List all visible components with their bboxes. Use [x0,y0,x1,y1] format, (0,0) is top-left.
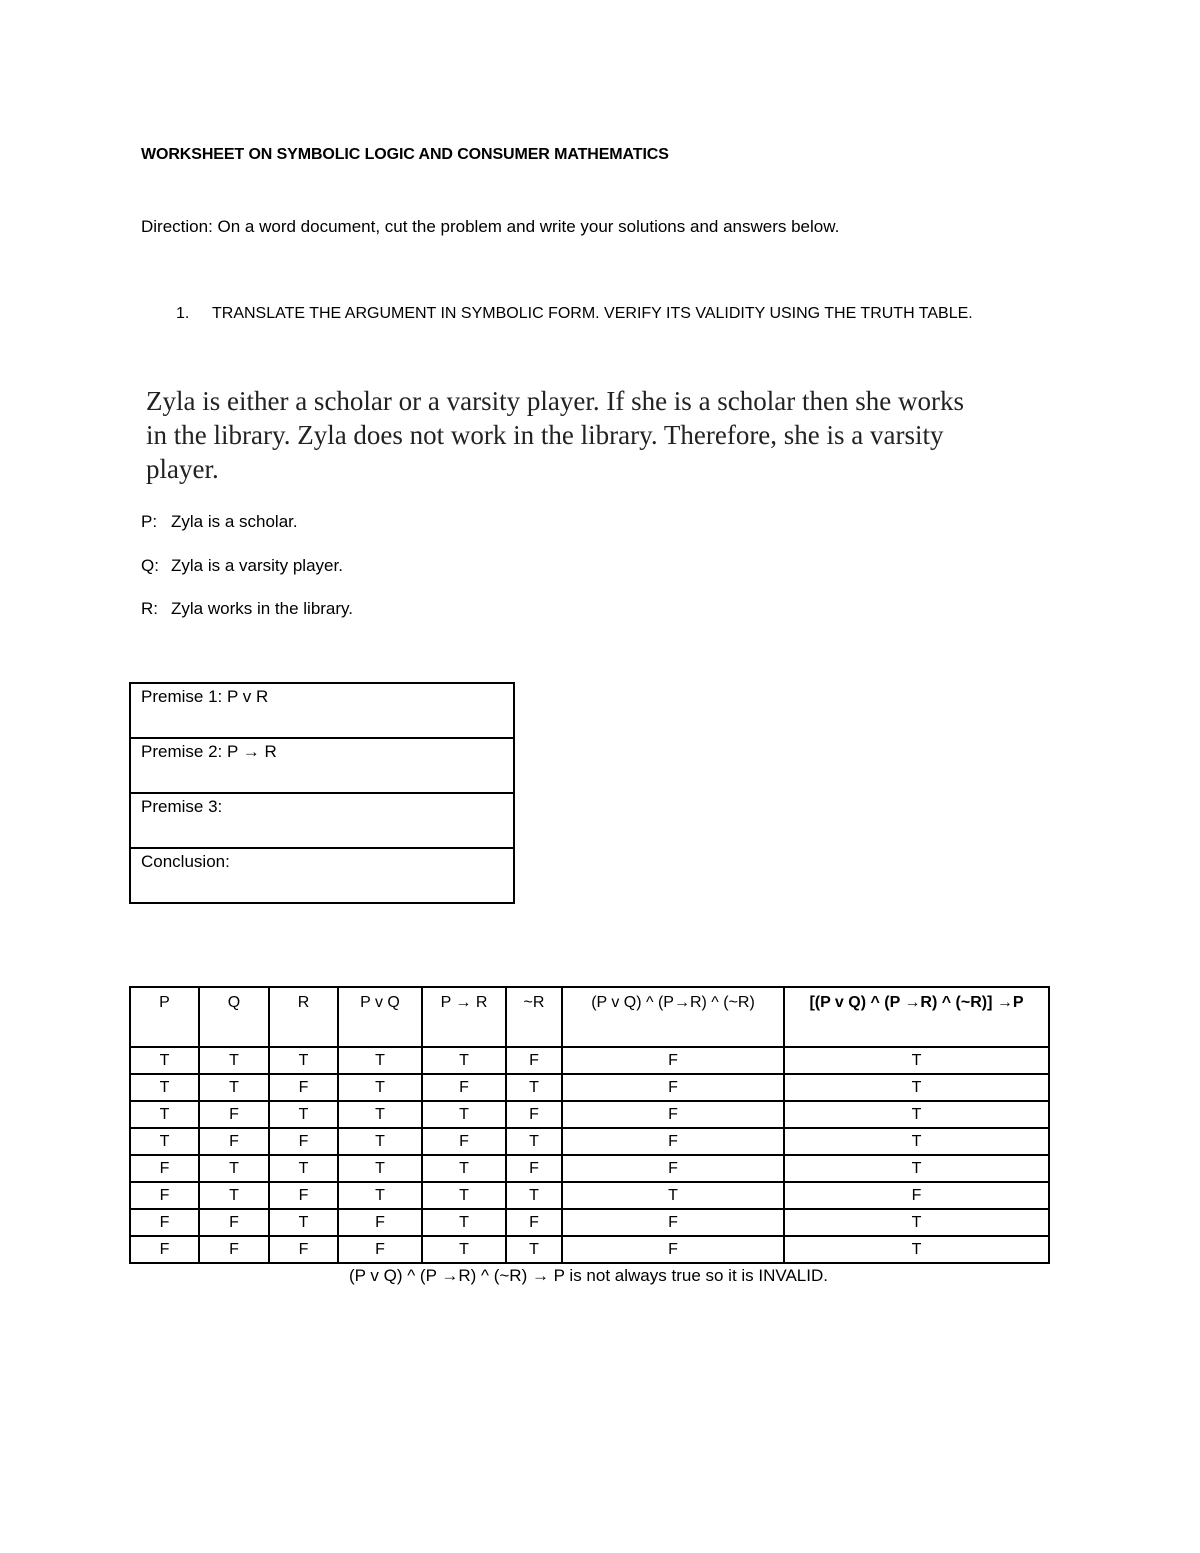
conclusion-statement: (P v Q) ^ (P →R) ^ (~R) → P is not always true so it is INVALID. [348,1266,828,1285]
table-cell: T [422,1047,506,1074]
premise-2-cell[interactable]: Premise 2: P → R [130,738,514,793]
table-row [130,1209,1049,1236]
header-p: P [130,987,199,1047]
table-cell: F [269,1128,338,1155]
header-p-implies-r: P → R [422,987,506,1047]
table-cell: F [506,1209,562,1236]
table-cell: T [422,1101,506,1128]
table-cell: T [269,1101,338,1128]
variable-meaning: Zyla works in the library. [171,599,354,618]
table-cell: T [506,1074,562,1101]
table-cell: F [199,1236,269,1263]
table-cell: T [506,1182,562,1209]
table-cell: T [269,1155,338,1182]
table-cell: F [130,1209,199,1236]
table-cell: T [130,1128,199,1155]
table-cell: T [130,1101,199,1128]
argument-passage [146,384,1058,496]
table-cell: T [199,1074,269,1101]
variable-symbol: R: [141,599,158,618]
variable-r [141,599,353,619]
table-cell: T [784,1047,1049,1074]
table-cell: F [130,1155,199,1182]
table-cell: F [422,1074,506,1101]
variable-symbol: Q: [141,556,159,575]
conclusion-cell[interactable]: Conclusion: [130,848,514,903]
table-row [130,1074,1049,1101]
table-cell: F [199,1128,269,1155]
table-cell: T [269,1047,338,1074]
table-cell: T [338,1074,422,1101]
table-cell: F [199,1209,269,1236]
table-cell: T [422,1209,506,1236]
table-cell: F [562,1101,784,1128]
worksheet-title: WORKSHEET ON SYMBOLIC LOGIC AND CONSUMER MATHEMATICS [141,146,669,163]
table-cell: F [506,1047,562,1074]
table-row [130,1047,1049,1074]
table-cell: F [506,1155,562,1182]
table-cell: T [506,1128,562,1155]
table-cell: F [562,1155,784,1182]
table-cell: F [130,1236,199,1263]
table-cell: F [562,1128,784,1155]
variable-symbol: P: [141,512,158,531]
table-cell: T [199,1047,269,1074]
header-implication: [(P v Q) ^ (P →R) ^ (~R)] →P [784,987,1049,1047]
passage-line: player. [146,454,219,484]
table-cell: T [338,1101,422,1128]
table-cell: F [562,1074,784,1101]
table-cell: F [338,1209,422,1236]
table-cell: T [422,1155,506,1182]
table-row [130,1155,1049,1182]
table-cell: T [130,1074,199,1101]
item-instruction: TRANSLATE THE ARGUMENT IN SYMBOLIC FORM. VERIFY ITS VALIDITY USING THE TRUTH TABLE. [212,305,973,322]
table-cell: T [784,1236,1049,1263]
table-cell: F [269,1074,338,1101]
item-number: 1. [176,305,190,322]
table-cell: T [784,1074,1049,1101]
table-cell: T [269,1209,338,1236]
header-r: R [269,987,338,1047]
truth-table [129,986,1050,1264]
table-cell: T [338,1155,422,1182]
variable-meaning: Zyla is a scholar. [171,512,298,531]
table-row [130,1182,1049,1209]
table-cell: T [506,1236,562,1263]
table-cell: F [562,1209,784,1236]
table-row [130,1101,1049,1128]
premise-table [129,682,515,904]
table-cell: T [784,1209,1049,1236]
table-cell: T [784,1128,1049,1155]
table-cell: T [784,1155,1049,1182]
table-cell: T [199,1182,269,1209]
table-cell: F [130,1182,199,1209]
direction-text: Direction: On a word document, cut the problem and write your solutions and answers below. [141,217,840,236]
table-cell: T [422,1182,506,1209]
header-p-or-q: P v Q [338,987,422,1047]
table-cell: F [199,1101,269,1128]
table-cell: F [422,1128,506,1155]
premise-1-cell[interactable]: Premise 1: P v R [130,683,514,738]
table-cell: F [506,1101,562,1128]
table-cell: T [199,1155,269,1182]
table-row [130,1236,1049,1263]
header-not-r: ~R [506,987,562,1047]
passage-line: Zyla is either a scholar or a varsity player. If she is a scholar then she works [146,386,964,416]
table-cell: T [338,1128,422,1155]
table-cell: T [338,1047,422,1074]
header-conjunction: (P v Q) ^ (P→R) ^ (~R) [562,987,784,1047]
header-q: Q [199,987,269,1047]
table-cell: F [338,1236,422,1263]
truth-table-header-row [130,987,1049,1047]
table-cell: F [562,1047,784,1074]
variable-p [141,512,298,532]
table-cell: F [269,1182,338,1209]
problem-item-1 [176,305,973,323]
passage-line: in the library. Zyla does not work in the library. Therefore, she is a varsity [146,420,944,450]
table-cell: F [784,1182,1049,1209]
premise-3-cell[interactable]: Premise 3: [130,793,514,848]
table-row [130,1128,1049,1155]
table-cell: F [269,1236,338,1263]
variable-q [141,556,343,576]
table-cell: T [338,1182,422,1209]
table-cell: T [130,1047,199,1074]
table-cell: T [784,1101,1049,1128]
table-cell: T [562,1182,784,1209]
variable-meaning: Zyla is a varsity player. [171,556,343,575]
table-cell: T [422,1236,506,1263]
table-cell: F [562,1236,784,1263]
